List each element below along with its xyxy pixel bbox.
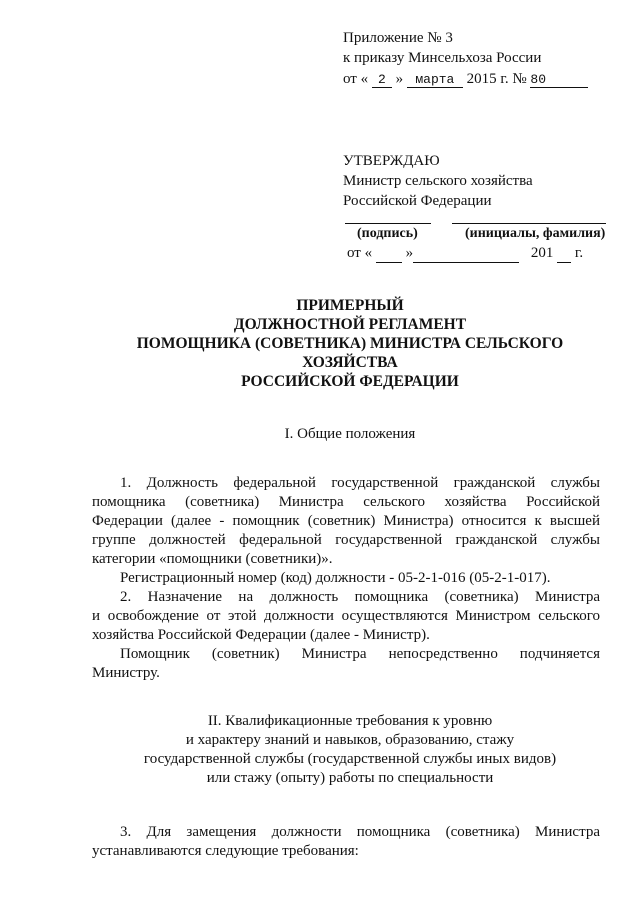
s1p1-line-4: группе должностей федеральной государственной гражданской службы [92,532,600,548]
appendix-date-line [343,71,588,88]
date-day: 2 [372,72,392,88]
number-sign: № [512,71,527,87]
registration-number: Регистрационный номер (код) должности - 05-2-1-016 (05-2-1-017). [120,570,551,586]
s1p3-line-3: хозяйства Российской Федерации (далее - Министр). [92,627,430,643]
name-label: (инициалы, фамилия) [465,226,606,241]
s1p1-line-2: помощника (советника) Министра сельского хозяйства Российской [92,494,600,510]
approval-date-year-suffix: г. [574,245,584,261]
section-2-paragraph-1 [92,823,600,861]
section-2-heading-line-2: и характеру знаний и навыков, образованию, стажу [185,732,515,748]
title-line-5: РОССИЙСКОЙ ФЕДЕРАЦИИ [241,373,459,390]
section-1-paragraph-4 [92,645,600,683]
date-quote-close: » [395,71,404,87]
section-1-heading: I. Общие положения [284,426,416,442]
signature-line [345,223,431,224]
s1p3-line-2: и освобождение от этой должности осуществляются Министром сельского [92,608,600,624]
s2p1-line-2: устанавливаются следующие требования: [92,843,359,859]
approval-heading: УТВЕРЖДАЮ [343,153,440,169]
s2p1-line-1: 3. Для замещения должности помощника (советника) Министра [120,824,600,840]
s1p3-line-1: 2. Назначение на должность помощника (советника) Министра [120,589,600,605]
approval-date-year-blank [557,245,571,263]
appendix-number: Приложение № 3 [343,30,453,46]
approval-position: Министр сельского хозяйства [343,173,533,189]
date-month: марта [407,72,463,88]
s1p4-line-1: Помощник (советник) Министра непосредственно подчиняется [120,646,600,662]
s1p1-line-5: категории «помощники (советники)». [92,551,333,567]
approval-date-month [413,245,519,263]
s1p4-line-2: Министру. [92,665,160,681]
signature-label: (подпись) [357,226,418,241]
section-2-heading-line-4: или стажу (опыту) работы по специальности [206,770,494,786]
s1p1-line-1: 1. Должность федеральной государственной гражданской службы [120,475,600,491]
approval-date-prefix: от « [347,245,373,261]
section-1-paragraph-2 [92,569,600,588]
s1p1-line-3: Федерации (далее - помощник (советник) Министра) относится к высшей [92,513,600,529]
title-line-3: ПОМОЩНИКА (СОВЕТНИКА) МИНИСТРА СЕЛЬСКОГО [136,335,564,352]
date-year: 2015 г. [466,71,509,87]
section-1-paragraph-3 [92,588,600,645]
approval-org: Российской Федерации [343,193,492,209]
approval-date-year: 201 [530,245,554,261]
order-number: 80 [530,72,588,88]
appendix-order-ref: к приказу Минсельхоза России [343,50,542,66]
title-line-1: ПРИМЕРНЫЙ [296,297,404,314]
date-prefix: от « [343,71,369,87]
approval-date-day [376,245,402,263]
section-2-heading-line-1: II. Квалификационные требования к уровню [207,713,493,729]
name-line [452,223,606,224]
approval-date-quote-close: » [405,245,414,261]
title-line-2: ДОЛЖНОСТНОЙ РЕГЛАМЕНТ [233,316,467,333]
section-2-heading-line-3: государственной службы (государственной службы иных видов) [143,751,557,767]
approval-date-line [347,245,583,263]
section-1-paragraph-1 [92,474,600,569]
title-line-4: ХОЗЯЙСТВА [302,354,398,371]
